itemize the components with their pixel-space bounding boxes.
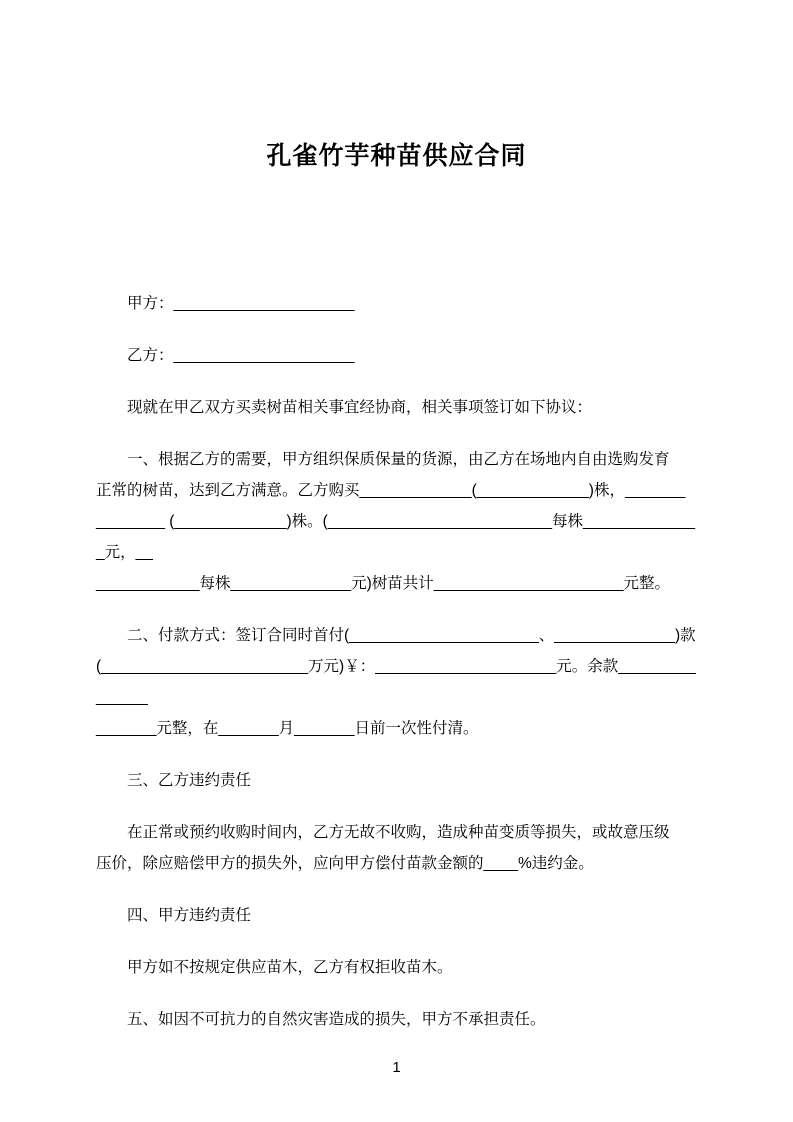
paragraph-intro — [96, 392, 697, 423]
paragraph-party-a — [96, 288, 697, 319]
text-line-intro: 现就在甲乙双方买卖树苗相关事宜经协商，相关事项签订如下协议： — [127, 399, 593, 416]
text-line-clause-3-2: 压价，除应赔偿甲方的损失外，应向甲方偿付苗款金额的____%违约金。 — [96, 855, 594, 872]
text-line-clause-2-3: _______元整，在_______月_______日前一次性付清。 — [96, 720, 479, 737]
text-line-clause-3-heading: 三、乙方违约责任 — [127, 772, 252, 789]
text-line-clause-2-2: (________________________万元)￥：_____________________元。余款_________ ______ — [96, 658, 701, 706]
text-line-party-b: 乙方：_____________________ — [127, 347, 355, 364]
paragraph-clause-4-body — [96, 952, 697, 983]
paragraph-clause-5 — [96, 1004, 697, 1035]
paragraph-clause-4-heading — [96, 900, 697, 931]
text-line-clause-5: 五、如因不可抗力的自然灾害造成的损失，甲方不承担责任。 — [127, 1011, 546, 1028]
text-line-clause-4-heading: 四、甲方违约责任 — [127, 907, 252, 924]
text-line-clause-3-1: 在正常或预约收购时间内，乙方无故不收购，造成种苗变质等损失，或故意压级 — [127, 824, 670, 841]
text-line-clause-1-3: ________ (_____________)株。(__________________________每株______________元，__ — [96, 513, 696, 561]
paragraph-clause-2 — [96, 620, 701, 744]
text-line-clause-2-1: 二、付款方式：签订合同时首付(______________________、______________)款 — [127, 627, 696, 644]
paragraph-clause-3-body — [96, 817, 697, 879]
text-line-clause-4-body: 甲方如不按规定供应苗木，乙方有权拒收苗木。 — [127, 959, 453, 976]
text-line-clause-1-1: 一、根据乙方的需要，甲方组织保质保量的货源，由乙方在场地内自由选购发育 — [127, 451, 670, 468]
paragraph-clause-3-heading — [96, 765, 697, 796]
text-line-clause-1-4: ____________每株______________元)树苗共计______________________元整。 — [96, 575, 670, 592]
document-body — [0, 172, 793, 1035]
paragraph-clause-1 — [96, 444, 697, 599]
page-number: 1 — [392, 1059, 401, 1076]
text-line-clause-1-2: 正常的树苗，达到乙方满意。乙方购买_____________(_____________)株，_______ — [96, 482, 686, 499]
paragraph-party-b — [96, 340, 697, 371]
text-line-party-a: 甲方：_____________________ — [127, 295, 355, 312]
document-title: 孔雀竹芋种苗供应合同 — [266, 142, 527, 170]
